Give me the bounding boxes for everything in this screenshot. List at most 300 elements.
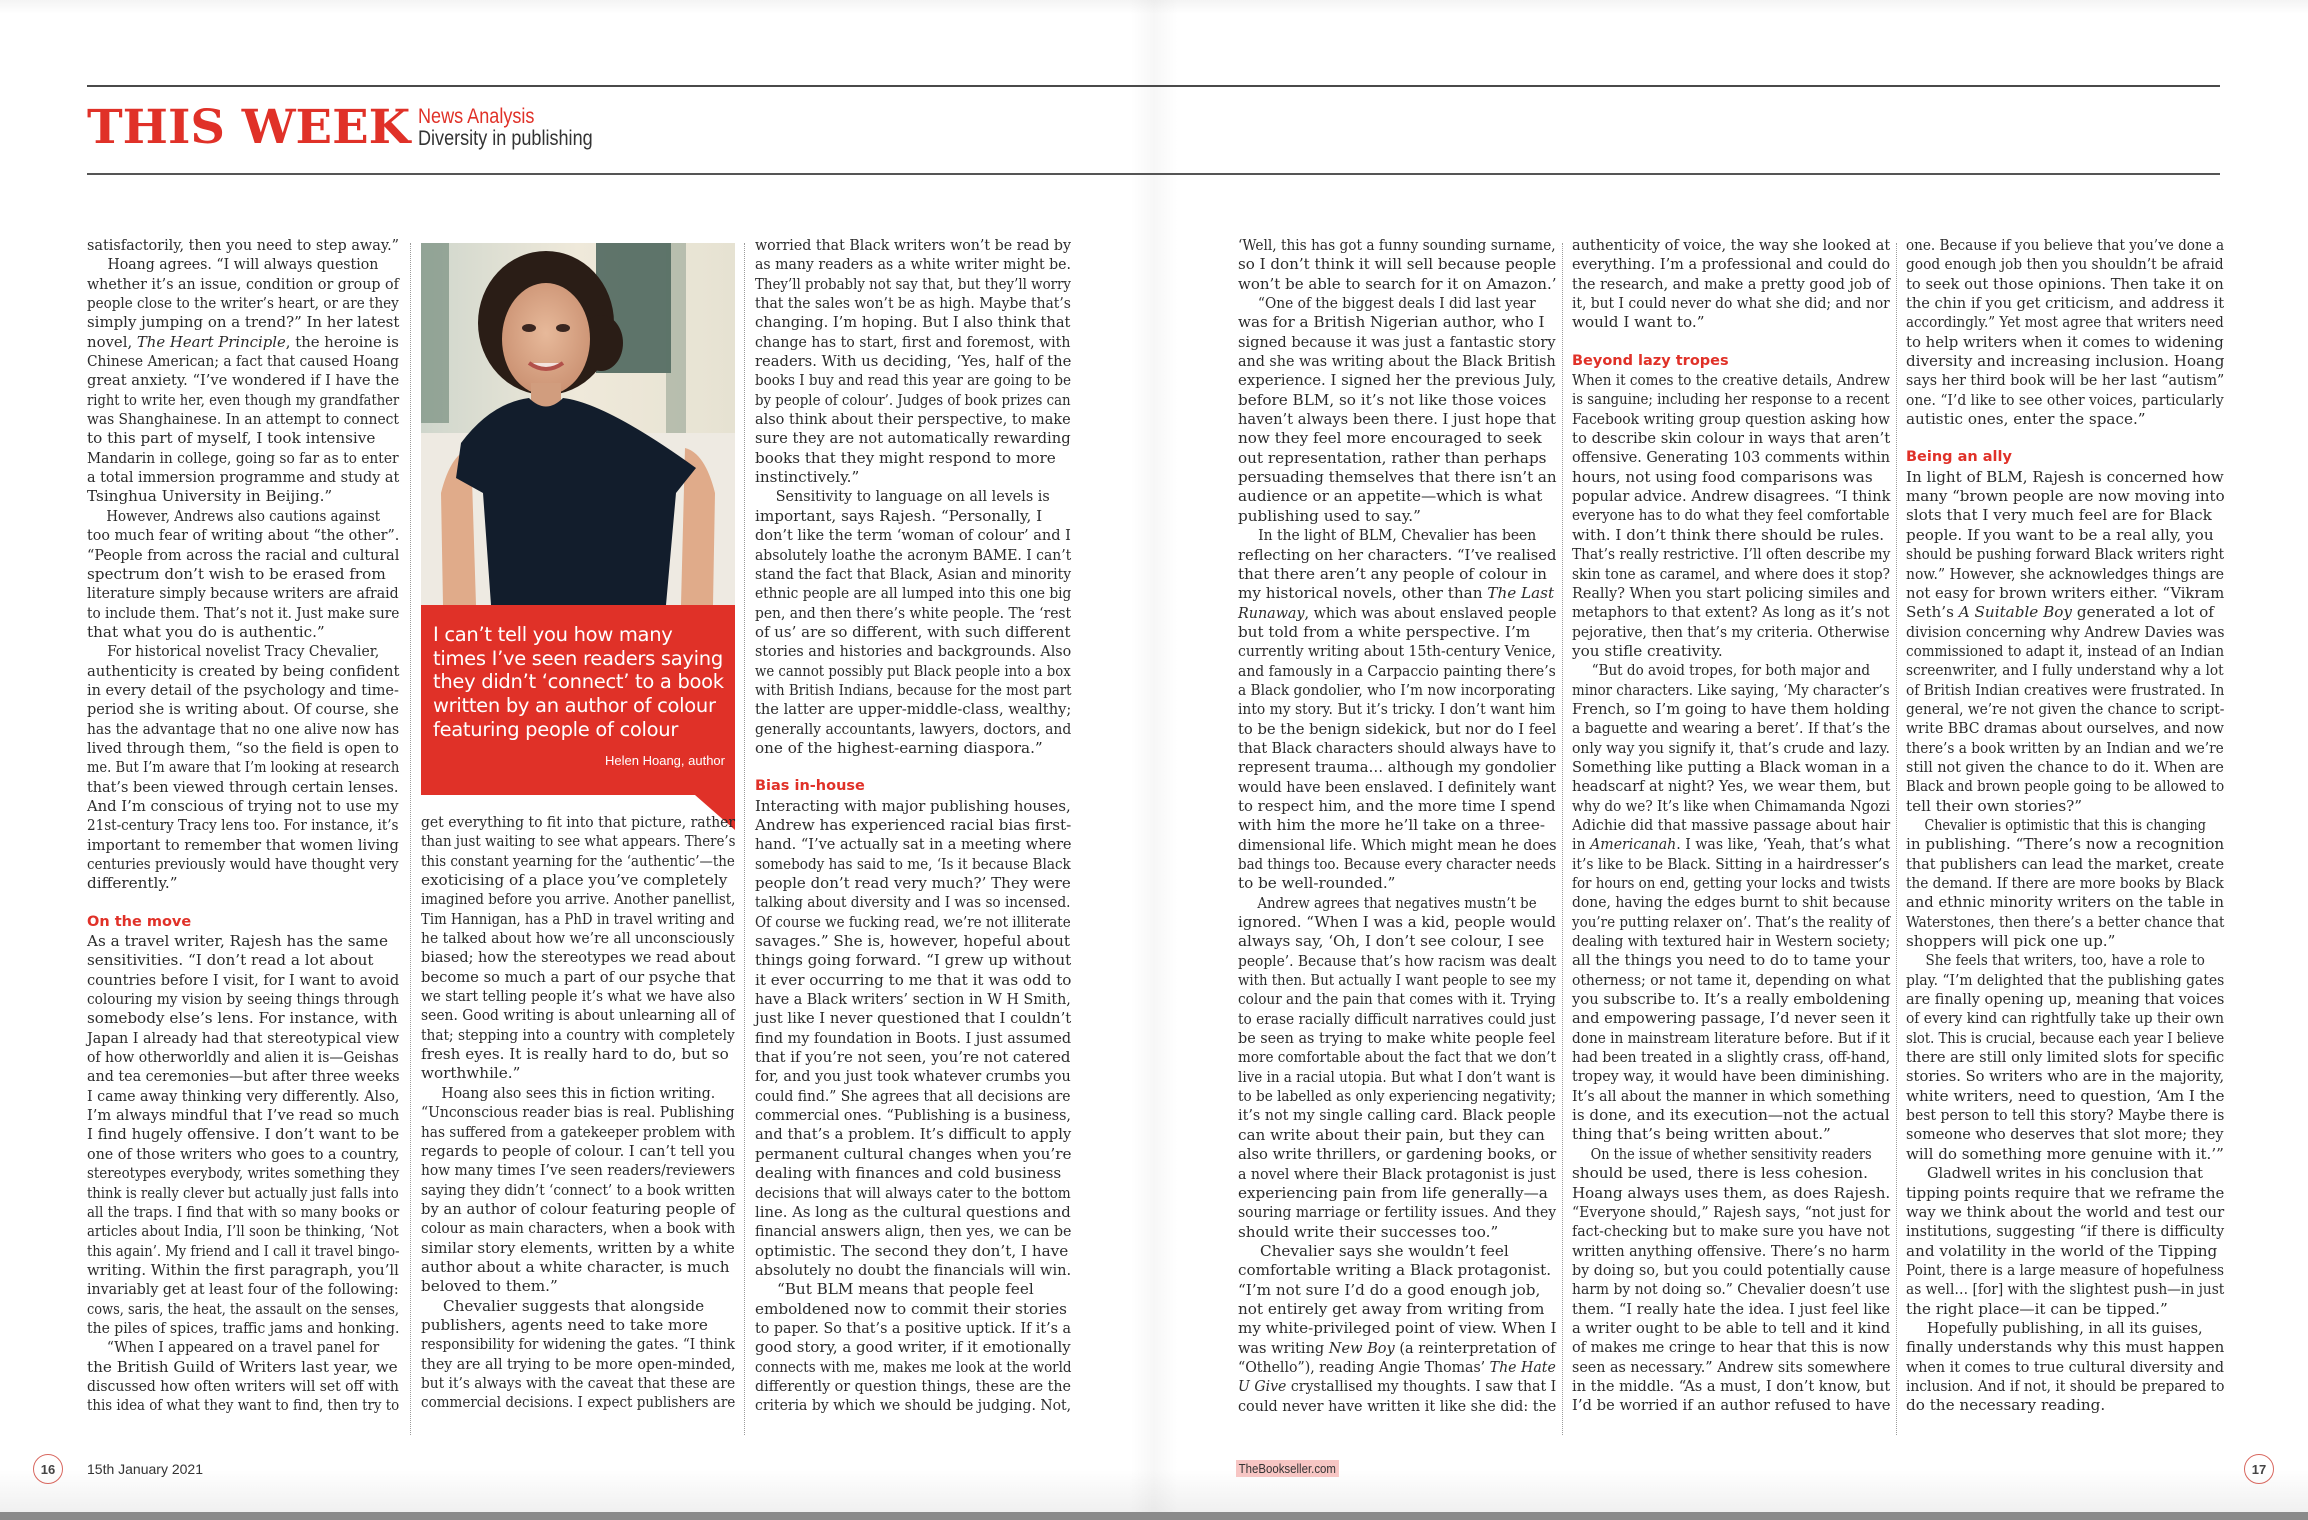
- text-line: to this part of myself, I took intensive: [87, 429, 376, 448]
- text-line: sensitivities. “I don’t read a lot about: [87, 951, 374, 970]
- text-line: ‘Well, this has got a funny sounding surname,: [1238, 236, 1556, 254]
- text-line: live in a racial utopia. But what I don’t want is: [1238, 1067, 1556, 1086]
- text-line: similar story elements, written by a white: [421, 1238, 735, 1257]
- text-line: so I don’t think it will sell because people: [1238, 255, 1557, 274]
- text-line: souring marriage or fertility issues. And they: [1238, 1203, 1557, 1222]
- article-column-4: [1238, 236, 1556, 1416]
- text-line: people don’t read very much?’ They were: [755, 874, 1071, 892]
- text-line: commercial decisions. I expect publishers are: [421, 1393, 736, 1412]
- text-line: play. “I’m delighted that the publishing gates: [1906, 970, 2225, 989]
- text-line: and tea ceremonies—but after three weeks: [87, 1067, 400, 1086]
- text-line: comfortable writing a Black protagonist.: [1238, 1261, 1552, 1280]
- text-line: the research, and make a pretty good job of: [1572, 274, 1891, 293]
- text-line: dimensional life. Which might mean he does: [1238, 835, 1557, 854]
- text-line: lived through them, “so the field is open to: [87, 738, 399, 757]
- text-line: that’s been viewed through certain lenses.: [87, 777, 399, 796]
- text-line: Facebook writing group question asking how: [1572, 409, 1890, 428]
- text-line: represent trauma… although my gondolier: [1238, 758, 1556, 777]
- text-line: differently.”: [87, 874, 178, 893]
- text-line: my historical novels, other than The Last: [1238, 584, 1555, 603]
- text-line: out representation, rather than perhaps: [1238, 448, 1547, 467]
- section-title: THIS WEEK: [87, 100, 411, 155]
- text-line: colouring my vision by seeing things through: [87, 990, 400, 1009]
- text-line: institutions, suggesting “if there is difficulty: [1906, 1222, 2225, 1241]
- text-line: many “brown people are now moving into: [1906, 487, 2225, 506]
- article-column-6: [1906, 236, 2224, 1416]
- text-line: bad things too. Because every character needs: [1238, 855, 1556, 873]
- text-line: slot. This is crucial, because each year I believe: [1906, 1028, 2225, 1047]
- text-line: In light of BLM, Rajesh is concerned how: [1906, 467, 2224, 486]
- text-line: of British Indian creatives were frustrated. In: [1906, 680, 2225, 699]
- text-line: all the traps. I find that with so many books or: [87, 1202, 400, 1221]
- text-line: commissioned to adapt it, instead of an Indian: [1906, 641, 2225, 660]
- text-line: countries before I visit, for I want to avoid: [87, 970, 400, 989]
- text-line: Waterstones, then there’s a better chance that: [1906, 912, 2225, 931]
- text-line: and she was writing about the Black British: [1238, 352, 1556, 371]
- paragraph: [1238, 894, 1556, 1242]
- text-line: and ethnic minority writers on the table in: [1906, 893, 2224, 912]
- text-line: Interacting with major publishing houses,: [755, 796, 1071, 815]
- text-line: people. If you want to be a real ally, you: [1906, 525, 2214, 544]
- text-line: a baguette and wearing a beret’. If that’s the: [1572, 719, 1891, 738]
- pull-quote-line: I can’t tell you how many: [433, 623, 673, 646]
- text-line: French, so I’m going to have them holding: [1572, 699, 1890, 718]
- text-line: For historical novelist Tracy Chevalier,: [107, 642, 380, 661]
- text-line: That’s really restrictive. I’ll often describe my: [1572, 545, 1891, 564]
- text-line: be seen as trying to make white people feel: [1238, 1029, 1556, 1048]
- text-line: with then. But actually I want people to see my: [1238, 971, 1557, 990]
- text-line: to be well-rounded.”: [1238, 874, 1396, 893]
- paragraph: [421, 1084, 735, 1297]
- pull-quote-attribution: Helen Hoang, author: [605, 753, 725, 768]
- paragraph: [87, 1338, 399, 1415]
- text-line: colour as main characters, when a book with: [421, 1219, 736, 1238]
- text-line: I find hugely offensive. I don’t want to be: [87, 1125, 400, 1144]
- text-line: more comfortable about the fact that we don’t: [1238, 1048, 1557, 1067]
- text-line: me. But I’m aware that I’m looking at research: [87, 758, 400, 777]
- text-line: experience. I signed her the previous July,: [1238, 371, 1557, 390]
- page-bottom-edge: [0, 1512, 2308, 1520]
- text-line: I came away thinking very differently. Also,: [87, 1086, 400, 1105]
- text-line: into my story. But it’s tricky. I don’t want him: [1238, 700, 1556, 719]
- text-line: all the things you need to do to tame your: [1572, 951, 1890, 970]
- text-line: but told from a white perspective. I’m: [1238, 622, 1531, 641]
- text-line: It’s all about the manner in which something: [1572, 1086, 1891, 1105]
- pull-quote-line: written by an author of colour: [433, 694, 716, 718]
- text-line: I’d be worried if an author refused to have: [1572, 1396, 1891, 1415]
- text-line: to be the benign sidekick, but nor do I feel: [1238, 719, 1557, 738]
- article-column-2: [421, 813, 735, 1413]
- text-line: otherness; or not tame it, depending on what: [1572, 970, 1891, 989]
- topic-label: Diversity in publishing: [417, 127, 593, 150]
- text-line: we start telling people it’s what we have also: [421, 987, 736, 1006]
- text-line: think is really clever but actually just falls into: [87, 1183, 399, 1202]
- text-line: get everything to fit into that picture, rather: [421, 813, 736, 831]
- text-line: white writers, need to question, ‘Am I the: [1906, 1086, 2225, 1105]
- text-line: by doing so, but you could potentially cause: [1572, 1260, 1891, 1279]
- text-line: why do we? It’s like when Chimamanda Ngozi: [1572, 796, 1891, 815]
- text-line: hand. “I’ve actually sat in a meeting where: [755, 835, 1072, 854]
- text-line: generally accountants, lawyers, doctors, and: [755, 719, 1072, 738]
- text-line: minor characters. Like saying, ‘My character’s: [1572, 680, 1890, 699]
- text-line: that; stepping into a country with completely: [421, 1025, 735, 1044]
- paragraph: [755, 236, 1071, 487]
- text-line: this idea of what they want to find, then try to: [87, 1396, 400, 1415]
- text-line: headscarf at night? Yes, we wear them, but: [1572, 777, 1891, 796]
- paragraph: [1906, 951, 2224, 1164]
- text-line: this constant yearning for the ‘authentic’—the: [421, 851, 735, 870]
- paragraph: [421, 1297, 735, 1413]
- book-title: Runaway: [1238, 603, 1305, 622]
- text-line: one. Because if you believe that you’ve done a: [1906, 236, 2225, 254]
- paragraph: [87, 642, 399, 893]
- paragraph: [1238, 236, 1556, 294]
- text-line: good story, a good writer, if it emotionally: [755, 1338, 1071, 1357]
- text-line: responsibility for widening the gates. “I think: [421, 1335, 736, 1354]
- text-line: connects with me, makes me look at the world: [755, 1357, 1072, 1376]
- masthead: [87, 100, 621, 155]
- text-line: accordingly.” Yet most agree that writers need: [1906, 313, 2224, 332]
- page-number-right: 17: [2244, 1454, 2274, 1484]
- text-line: Hoang also sees this in fiction writing.: [441, 1083, 716, 1102]
- paragraph: [1238, 526, 1556, 894]
- text-line: biased; how the stereotypes we read about: [421, 948, 736, 967]
- text-line: Point, there is a large measure of hopefulness: [1906, 1260, 2224, 1279]
- text-line: period she is writing about. Of course, she: [87, 700, 399, 719]
- text-line: says her third book will be her last “autism”: [1906, 371, 2225, 390]
- author-photo: [421, 243, 735, 605]
- text-line: for hours on end, getting your locks and twists: [1572, 874, 1891, 892]
- text-line: absolutely loathe the acronym BAME. I can’t: [755, 545, 1072, 564]
- text-line: by people of colour’. Judges of book prizes can: [755, 390, 1071, 409]
- text-line: to include them. That’s not it. Just make sure: [87, 603, 400, 622]
- text-line: Black and brown people going to be allowed to: [1906, 777, 2225, 796]
- subheading: Beyond lazy tropes: [1572, 352, 1729, 369]
- text-line: things going forward. “I grew up without: [755, 951, 1072, 970]
- page-gutter: [1130, 0, 1178, 1520]
- text-line: optimistic. The second they don’t, I have: [755, 1241, 1069, 1260]
- paragraph: [1238, 294, 1556, 526]
- column-divider: [410, 243, 411, 1435]
- text-line: and famously in a Carpaccio painting there’s: [1238, 661, 1556, 680]
- text-line: you’re putting relaxer on’. That’s the reality of: [1572, 912, 1891, 931]
- text-line: ignored. “When I was a kid, people would: [1238, 913, 1557, 932]
- text-line: When it comes to the creative details, Andrew: [1572, 371, 1891, 390]
- text-line: by an author of colour featuring people of: [421, 1199, 735, 1218]
- subheading: Being an ally: [1906, 449, 2012, 466]
- text-line: signed because it was just a fantastic story: [1238, 332, 1556, 351]
- text-line: Mandarin in college, going so far as to enter: [87, 448, 399, 467]
- text-line: that Black characters should always have to: [1238, 738, 1557, 757]
- text-line: general, we’re not given the chance to script-: [1906, 699, 2225, 718]
- text-line: in publishing. “There’s now a recognition: [1906, 835, 2225, 854]
- text-line: “One of the biggest deals I did last year: [1257, 294, 1536, 313]
- column-divider: [1562, 243, 1563, 1435]
- text-line: that the sales won’t be as high. Maybe that’s: [755, 294, 1071, 313]
- text-line: Chevalier suggests that alongside: [443, 1296, 705, 1315]
- text-line: now.” However, she acknowledges things are: [1906, 564, 2224, 583]
- text-line: was writing New Boy (a reinterpretation of: [1238, 1338, 1556, 1357]
- text-line: dealing with textured hair in Western society;: [1572, 932, 1891, 951]
- paragraph: [1572, 1145, 1890, 1416]
- text-line: And I’m conscious of trying not to use my: [87, 796, 399, 815]
- text-line: diversity and increasing inclusion. Hoang: [1906, 352, 2225, 371]
- text-line: one of the highest-earning diaspora.”: [755, 738, 1043, 757]
- book-title: The Heart Principle: [136, 332, 286, 351]
- text-line: tipping points require that we reframe the: [1906, 1183, 2225, 1202]
- text-line: U Give crystallised my thoughts. I saw that I: [1238, 1377, 1557, 1396]
- text-line: this again’. My friend and I call it travel bingo-: [87, 1241, 400, 1260]
- text-line: best person to tell this story? Maybe there is: [1906, 1106, 2225, 1125]
- text-line: the chin if you get criticism, and address it: [1906, 294, 2225, 313]
- text-line: become so much a part of our psyche that: [421, 967, 736, 986]
- text-line: cows, saris, the heat, the assault on the senses,: [87, 1299, 399, 1318]
- text-line: with British Indians, because for the most part: [755, 680, 1072, 699]
- text-line: before BLM, so it’s not like those voices: [1238, 390, 1547, 409]
- text-line: it’s like to be Black. Sitting in a hairdresser’s: [1572, 854, 1890, 873]
- text-line: readers. With us deciding, ‘Yes, half of the: [755, 352, 1072, 371]
- text-line: there are still only limited slots for specific: [1906, 1048, 2225, 1067]
- text-line: Chevalier says she wouldn’t feel: [1260, 1241, 1509, 1260]
- text-line: However, Andrews also cautions against: [106, 506, 381, 525]
- text-line: the British Guild of Writers last year, we: [87, 1357, 398, 1376]
- text-line: skin tone as caramel, and where does it stop?: [1572, 564, 1891, 583]
- text-line: important to remember that women living: [87, 835, 399, 854]
- text-line: should be used, there is less cohesion.: [1572, 1164, 1868, 1183]
- text-line: don’t like the term ‘woman of colour’ and I: [755, 526, 1071, 545]
- text-line: Seth’s A Suitable Boy generated a lot of: [1906, 603, 2214, 622]
- text-line: literature simply because writers are afraid: [87, 584, 399, 603]
- text-line: haven’t always been there. I just hope that: [1238, 410, 1556, 429]
- text-line: pejorative, then that’s my criteria. Otherwise: [1572, 622, 1890, 641]
- text-line: “But BLM means that people feel: [777, 1280, 1034, 1299]
- paragraph: [1572, 661, 1890, 1145]
- text-line: spectrum don’t wish to be erased from: [87, 564, 386, 583]
- text-line: They’ll probably not say that, but they’ll worry: [755, 274, 1071, 293]
- text-line: simply jumping on a trend?” In her latest: [87, 313, 400, 332]
- text-line: would have been enslaved. I definitely want: [1238, 777, 1556, 796]
- text-line: Chinese American; a fact that caused Hoang: [87, 352, 399, 371]
- text-line: is sanguine; including her response to a recent: [1572, 390, 1890, 409]
- text-line: sure they are not automatically rewarding: [755, 429, 1071, 448]
- text-line: somebody else’s lens. For instance, with: [87, 1009, 398, 1028]
- book-title: A Suitable Boy: [1958, 603, 2073, 622]
- text-line: worried that Black writers won’t be read by: [755, 236, 1072, 254]
- article-column-5: [1572, 236, 1890, 1416]
- text-line: it, but I could never do what she did; and nor: [1572, 294, 1890, 313]
- text-line: offensive. Generating 103 comments within: [1572, 448, 1891, 467]
- text-line: a total immersion programme and study at: [87, 468, 400, 487]
- page-number-left: 16: [33, 1454, 63, 1484]
- text-line: emboldened now to commit their stories: [755, 1299, 1067, 1318]
- text-line: fresh eyes. It is really hard to do, but so: [421, 1045, 729, 1064]
- text-line: them. “I really hate the idea. I just feel like: [1572, 1299, 1890, 1318]
- column-divider: [1896, 243, 1897, 1435]
- text-line: that if you’re not seen, you’re not catered: [755, 1048, 1071, 1067]
- text-line: find my foundation in Boots. I just assumed: [755, 1028, 1072, 1047]
- text-line: tropey way, it would have been diminishing.: [1572, 1067, 1890, 1086]
- text-line: it ever occurring to me that it was odd to: [755, 970, 1072, 989]
- text-line: On the issue of whether sensitivity readers: [1590, 1144, 1872, 1163]
- text-line: to seek out those opinions. Then take it on: [1906, 274, 2224, 293]
- text-line: Sensitivity to language on all levels is: [775, 487, 1050, 506]
- text-line: how many times I’ve seen readers/reviewers: [421, 1161, 735, 1180]
- text-line: dealing with finances and cold business: [755, 1164, 1062, 1183]
- column-divider: [744, 243, 745, 1435]
- text-line: publishers, agents need to take more: [421, 1315, 708, 1334]
- text-line: criteria by which we should be judging. Not,: [755, 1396, 1072, 1415]
- text-line: the right place—it can be tipped.”: [1906, 1299, 2168, 1318]
- text-line: the demand. If there are more books by Black: [1906, 874, 2224, 892]
- text-line: “People from across the racial and cultural: [87, 545, 400, 564]
- text-line: we cannot possibly put Black people into a box: [755, 661, 1071, 680]
- text-line: and volatility in the world of the Tipping: [1906, 1241, 2218, 1260]
- text-line: done in mainstream literature before. But if it: [1572, 1028, 1890, 1047]
- text-line: Tim Hannigan, has a PhD in travel writing and: [421, 909, 735, 928]
- text-line: thing that’s being written about.”: [1572, 1125, 1831, 1144]
- text-line: will do something more genuine with it.’”: [1906, 1144, 2224, 1163]
- text-line: writing. Within the first paragraph, you’ll: [87, 1260, 399, 1279]
- text-line: has suffered from a gatekeeper problem with: [421, 1122, 736, 1141]
- paragraph: [1572, 371, 1890, 661]
- book-title: New Boy: [1328, 1338, 1395, 1357]
- text-line: that there aren’t any people of colour in: [1238, 564, 1547, 583]
- text-line: too much fear of writing about “the other”.: [87, 526, 400, 545]
- paragraph: [755, 487, 1071, 758]
- text-line: As a travel writer, Rajesh has the same: [87, 932, 388, 951]
- paragraph: [755, 797, 1071, 1281]
- text-line: do the necessary reading.: [1906, 1396, 2106, 1415]
- text-line: are finally opening up, meaning that voices: [1906, 990, 2225, 1009]
- text-line: Hoang always uses them, as does Rajesh.: [1572, 1183, 1891, 1202]
- kicker-label: News Analysis: [417, 105, 535, 128]
- text-line: Andrew has experienced racial bias first-: [755, 815, 1072, 834]
- text-line: right to write her, even though my grandfather: [87, 390, 400, 409]
- text-line: satisfactorily, then you need to step away.”: [87, 236, 400, 254]
- text-line: differently or question things, these are the: [755, 1376, 1072, 1395]
- text-line: hours, not using food comparisons was: [1572, 467, 1873, 486]
- text-line: the latter are upper-middle-class, wealthy;: [755, 700, 1072, 719]
- text-line: done, having the edges burnt to shit because: [1572, 893, 1891, 912]
- text-line: of us’ are so different, with such different: [755, 622, 1071, 641]
- text-line: financial answers align, then yes, we can be: [755, 1222, 1072, 1241]
- paragraph: [87, 255, 399, 506]
- text-line: way we think about the world and test our: [1906, 1202, 2225, 1221]
- text-line: stereotypes everybody, writes something they: [87, 1164, 400, 1183]
- text-line: should write their successes too.”: [1238, 1222, 1499, 1241]
- text-line: 21st-century Tracy lens too. For instance, it’s: [87, 816, 399, 835]
- text-line: regards to people of colour. I can’t tell you: [421, 1141, 736, 1160]
- text-line: and empowering passage, I’d never seen it: [1572, 1009, 1891, 1028]
- text-line: have a Black writers’ section in W H Smith,: [755, 990, 1071, 1009]
- text-line: could never have written it like she did: the: [1238, 1396, 1557, 1415]
- paragraph: [1906, 1319, 2224, 1416]
- text-line: seen as necessary.” Andrew sits somewhere: [1572, 1357, 1891, 1376]
- text-line: instinctively.”: [755, 468, 860, 487]
- text-line: “Unconscious reader bias is real. Publishing: [421, 1103, 735, 1122]
- paragraph: [1238, 1242, 1556, 1416]
- text-line: had been treated in a slightly crass, off-hand,: [1572, 1048, 1891, 1067]
- text-line: people’. Because that’s how racism was dealt: [1238, 951, 1557, 970]
- paragraph: [87, 932, 399, 1338]
- text-line: of every kind can rightfully take up their own: [1906, 1009, 2225, 1028]
- section-subtitle: [418, 106, 621, 152]
- paragraph: [1906, 236, 2224, 429]
- text-line: exoticising of a place you’ve completely: [421, 871, 728, 890]
- text-line: Chevalier is optimistic that this is changing: [1924, 815, 2206, 834]
- text-line: could find.” She agrees that all decisions are: [755, 1086, 1071, 1105]
- paragraph: [421, 813, 735, 1084]
- text-line: to respect him, and the more time I spend: [1238, 796, 1556, 815]
- website-link[interactable]: TheBookseller.com: [1236, 1460, 1339, 1477]
- text-line: reflecting on her characters. “I’ve realised: [1238, 545, 1557, 564]
- text-line: audience or an appetite—which is what: [1238, 487, 1543, 506]
- text-line: discussed how often writers will set off with: [87, 1376, 399, 1395]
- text-line: also write thrillers, or gardening books, or: [1238, 1145, 1557, 1164]
- text-line: stand the fact that Black, Asian and minority: [755, 564, 1072, 583]
- text-line: Tsinghua University in Beijing.”: [87, 487, 333, 506]
- text-line: permanent cultural changes when you’re: [755, 1144, 1072, 1163]
- text-line: one of those writers who goes to a country,: [87, 1144, 400, 1163]
- text-line: She feels that writers, too, have a role to: [1925, 951, 2205, 970]
- text-line: as many readers as a white writer might be.: [755, 255, 1071, 274]
- text-line: just like I never questioned that I couldn’t: [755, 1009, 1072, 1028]
- text-line: imagined before you arrive. Another panellist,: [421, 890, 736, 909]
- text-line: tell their own stories?”: [1906, 796, 2083, 815]
- text-line: invariably get at least four of the following:: [87, 1280, 399, 1299]
- text-line: only way you signify it, that’s crude and lazy.: [1572, 738, 1890, 757]
- text-line: line. As long as the cultural questions and: [755, 1202, 1071, 1221]
- text-line: division concerning why Andrew Davies was: [1906, 622, 2225, 641]
- text-line: “I’m not sure I’d do a good enough job,: [1238, 1280, 1541, 1299]
- text-line: won’t be able to search for it on Amazon.’: [1238, 274, 1557, 293]
- text-line: write BBC dramas about ourselves, and now: [1906, 719, 2224, 738]
- text-line: that publishers can lead the market, create: [1906, 854, 2225, 873]
- text-line: to paper. So that’s a positive uptick. If it’s a: [755, 1318, 1072, 1337]
- text-line: to help writers when it comes to widening: [1906, 332, 2224, 351]
- article-column-1: [87, 236, 399, 1416]
- text-line: was Shanghainese. In an attempt to connect: [87, 410, 399, 429]
- text-line: you subscribe to. It’s a really emboldening: [1572, 990, 1891, 1009]
- text-line: publishing used to say.”: [1238, 506, 1421, 525]
- text-line: Adichie did that massive passage about hair: [1572, 815, 1891, 834]
- text-line: saying they didn’t ‘connect’ to a book written: [421, 1180, 736, 1199]
- text-line: not easy for brown writers either. “Vikram: [1906, 583, 2225, 602]
- text-line: with. I don’t think there should be rules.: [1572, 525, 1885, 544]
- text-line: authenticity is created by being confident: [87, 661, 400, 680]
- book-title: The Hate: [1489, 1357, 1556, 1376]
- text-line: centuries previously would have thought very: [87, 855, 399, 873]
- text-line: Runaway, which was about enslaved people: [1238, 603, 1557, 622]
- text-line: decisions that will always cater to the bottom: [755, 1183, 1071, 1202]
- text-line: changing. I’m hoping. But I also think that: [755, 313, 1071, 332]
- text-line: important, says Rajesh. “Personally, I: [755, 506, 1043, 525]
- text-line: also think about their perspective, to make: [755, 410, 1071, 429]
- text-line: inclusion. And if not, it should be prepared to: [1906, 1376, 2225, 1395]
- text-line: shoppers will pick one up.”: [1906, 932, 2116, 951]
- text-line: to be labelled as only experiencing negativity;: [1238, 1087, 1557, 1106]
- text-line: Andrew agrees that negatives mustn’t be: [1257, 893, 1537, 912]
- text-line: you stifle creativity.: [1572, 641, 1723, 660]
- text-line: in the middle. “As a must, I don’t know, but: [1572, 1376, 1891, 1395]
- pull-quote-line: featuring people of colour: [433, 717, 679, 741]
- subheading: On the move: [87, 913, 192, 930]
- text-line: to erase racially difficult narratives could just: [1238, 1009, 1556, 1028]
- paragraph: [1906, 816, 2224, 951]
- author-photo-image: [421, 243, 735, 605]
- text-line: still not given the chance to do it. When are: [1906, 757, 2224, 776]
- text-line: harm by not doing so.” Chevalier doesn’t use: [1572, 1280, 1890, 1299]
